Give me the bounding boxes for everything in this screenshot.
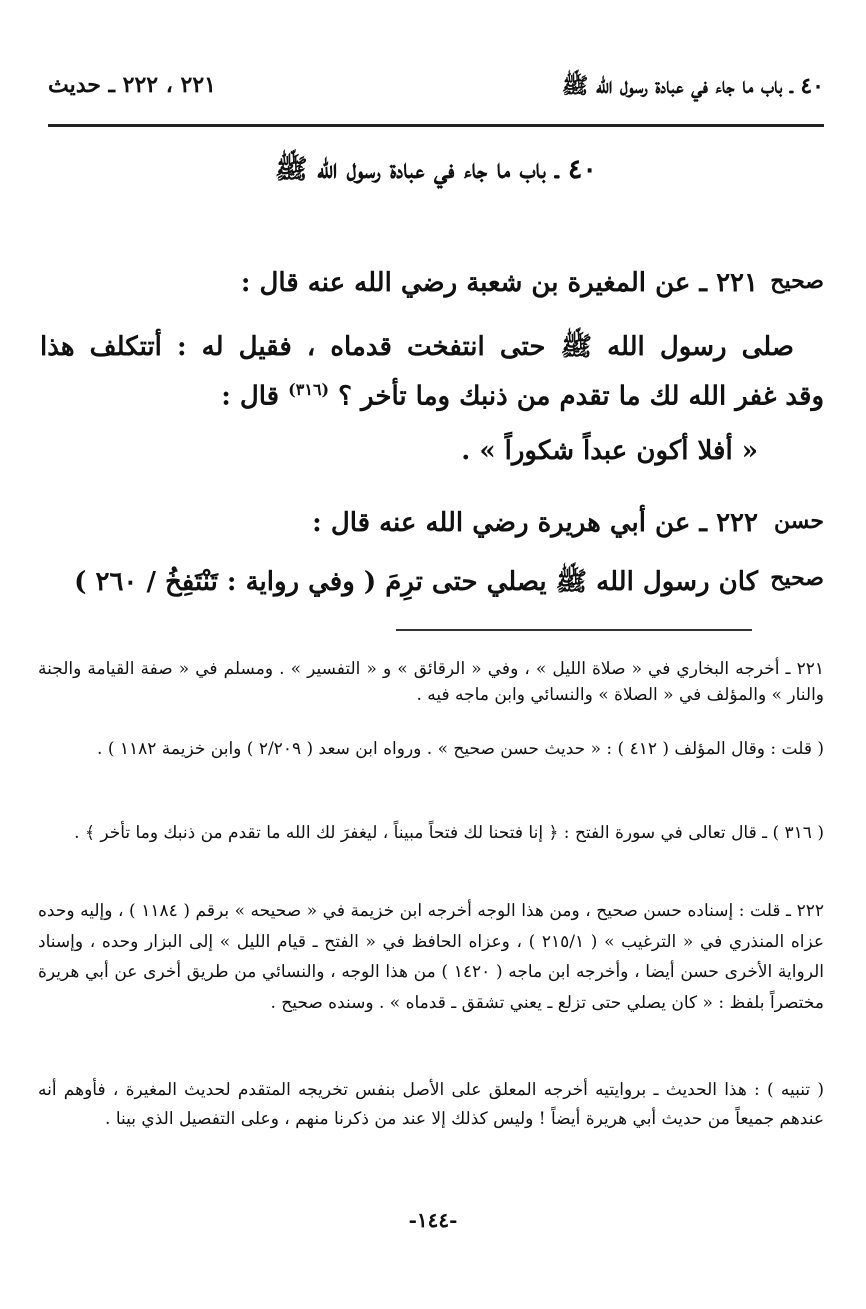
footnote-221-text: ٢٢١ ـ أخرجه البخاري في « صلاة الليل » ، وفي « الرقائق » و « التفسير » . ومسلم في « صفة القيامة والجنة والنار » والمؤلف في « الصلاة » والنسائي وابن ماجه فيه . [38,659,824,705]
hadith-221-intro: ٢٢١ ـ عن المغيرة بن شعبة رضي الله عنه قال : [240,268,758,298]
footnote-316-text: ( ٣١٦ ) ـ قال تعالى في سورة الفتح : ﴿ إنا فتحنا لك فتحاً مبيناً ، ليغفرَ لك الله ما تقدم من ذنبك وما تأخر ﴾ . [74,823,824,843]
footnote-tanbih-text: ( تنبيه ) : هذا الحديث ـ بروايتيه أخرجه المعلق على الأصل بنفس تخريجه المتقدم لحديث المغيرة ، فأوهم أنه عندهم جميعاً من حديث أبي هريرة أيضاً ! وليس كذلك إلا عند من ذكرنا منهم ، وعلى التفصيل الذي بينا . [38,1080,824,1129]
footnote-222 [38,896,824,1018]
hadith-221-line-3 [40,380,824,412]
chapter-title: ٤٠ ـ باب ما جاء في عبادة رسول الله ﷺ [275,154,597,185]
hadith-222-grade: حسن [774,508,824,534]
hadith-222-text-grade: صحيح [770,565,824,591]
footnote-316 [38,818,824,848]
header-rule [48,124,824,127]
footnote-221-comment-text: ( قلت : وقال المؤلف ( ٤١٢ ) : « حديث حسن صحيح » . ورواه ابن سعد ( ٢/٢٠٩ ) وابن خزيمة ١١٨٢ ) . [97,739,824,759]
page-number: -١٤٤- [408,1208,458,1232]
footnote-221-comment [38,736,824,762]
hadith-222-intro-line [40,508,824,538]
hadith-221-intro-line [40,268,824,298]
hadith-221-line-3-text: وقد غفر الله لك ما تقدم من ذنبك وما تأخر ؟ [338,381,824,412]
hadith-221-line-3-end: قال : [221,381,280,412]
hadith-221-grade: صحيح [770,268,824,294]
hadith-221-quote: « أفلا أكون عبداً شكوراً » . [461,436,758,466]
running-chapter-title: ٤٠ ـ باب ما جاء في عبادة رسول الله ﷺ [561,73,824,99]
hadith-222-text: كان رسول الله ﷺ يصلي حتى ترِمَ ( وفي رواية : تَنْتَفِخُ / ٢٦٠ ) [74,567,758,597]
running-hadith-range: ٢٢١ ، ٢٢٢ ـ حديث [48,72,216,98]
footnote-221 [38,656,824,708]
footnote-separator [396,629,752,631]
footnote-ref-316: (٣١٦) [288,380,330,399]
footnote-222-text: ٢٢٢ ـ قلت : إسناده حسن صحيح ، ومن هذا الوجه أخرجه ابن خزيمة في « صحيحه » برقم ( ١١٨٤ ) ، وإليه وحده عزاه المنذري في « الترغيب » ( ٢١٥/١ ) ، وعزاه الحافظ في « الفتح ـ قيام الليل » إلى البزار وحده ، وإسناد الرواية الأخرى حسن أيضا ، وأخرجه ابن ماجه ( ١٤٢٠ ) من هذا الوجه ، والنسائي من طريق أخرى عن أبي هريرة مختصراً بلفظ : « كان يصلي حتى تزلع ـ يعني تشقق ـ قدماه » . وسنده صحيح . [38,901,825,1013]
running-header [48,72,824,108]
hadith-222-intro: ٢٢٢ ـ عن أبي هريرة رضي الله عنه قال : [312,508,758,538]
hadith-222-text-line [40,565,824,603]
footnote-tanbih [38,1076,824,1133]
hadith-221-line-2: صلى رسول الله ﷺ حتى انتفخت قدماه ، فقيل له : أتتكلف هذا [40,332,794,362]
